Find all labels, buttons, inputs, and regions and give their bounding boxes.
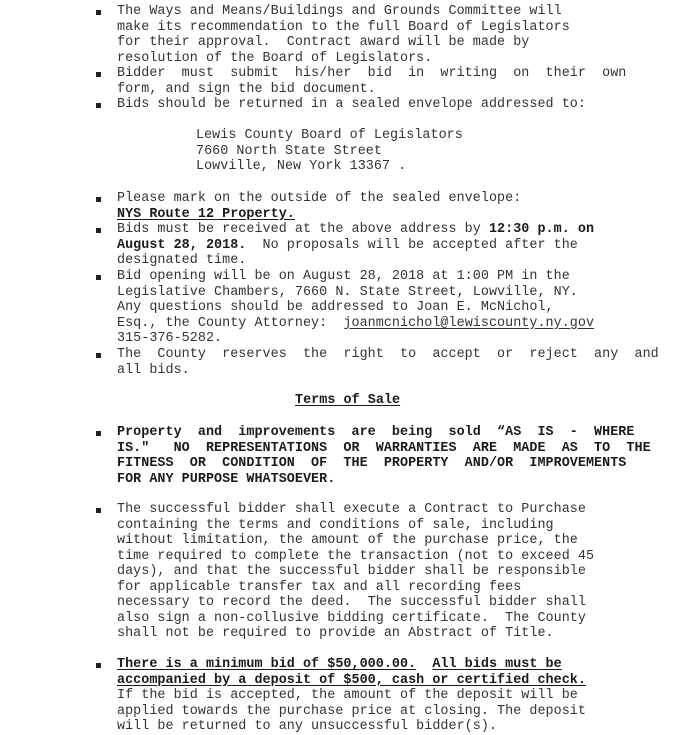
text-line: will be returned to any unsuccessful bidder(s).: [117, 719, 498, 734]
bullet-icon: [96, 508, 101, 513]
text-line: containing the terms and conditions of sale, including: [117, 517, 554, 533]
text-line: The Ways and Means/Buildings and Grounds Committee will: [117, 4, 562, 19]
deadline-text: No proposals will be accepted after the: [246, 237, 578, 253]
bullet-icon: [96, 275, 101, 280]
deadline-text: Bids must be received at the above address by: [117, 222, 489, 237]
text-line: [117, 238, 578, 254]
text-line: make its recommendation to the full Board of Legislators: [117, 19, 570, 35]
text-line: necessary to record the deed. The successful bidder shall: [117, 595, 586, 610]
text-line: If the bid is accepted, the amount of the deposit will be: [117, 688, 578, 703]
text-line: Bidder must submit his/her bid in writing on their own: [117, 66, 627, 81]
text-line: [117, 657, 562, 673]
text-line: Legislative Chambers, 7660 N. State Street, Lowville, NY.: [117, 284, 578, 300]
phone-number: 315-376-5282.: [117, 331, 223, 346]
text-line: designated time.: [117, 253, 247, 268]
envelope-label: NYS Route 12 Property.: [117, 206, 295, 222]
text-line: all bids.: [117, 362, 190, 378]
text-line: also sign a non-collusive bidding certificate. The County: [117, 610, 586, 626]
attorney-text: Esq., the County Attorney:: [117, 315, 344, 331]
bullet-icon: [96, 353, 101, 358]
text-line: shall not be required to provide an Abstract of Title.: [117, 626, 554, 641]
deposit-requirement: accompanied by a deposit of $500, cash or certified check.: [117, 672, 586, 688]
text-line: Property and improvements are being sold “AS IS - WHERE: [117, 425, 635, 440]
text-line: for applicable transfer tax and all recording fees: [117, 579, 522, 595]
text-line: time required to complete the transaction (not to exceed 45: [117, 548, 595, 564]
bullet-icon: [96, 72, 101, 77]
bullet-icon: [96, 228, 101, 233]
email-link[interactable]: joanmcnichol@lewiscounty.ny.gov: [343, 315, 595, 331]
address-line: Lewis County Board of Legislators: [196, 128, 463, 143]
text-line: The successful bidder shall execute a Contract to Purchase: [117, 502, 586, 517]
text-line: for their approval. Contract award will be made by: [117, 35, 530, 50]
deposit-text: All bids must be: [432, 657, 562, 672]
text-line: form, and sign the bid document.: [117, 81, 376, 97]
text-line: Bids should be returned in a sealed envelope addressed to:: [117, 97, 586, 112]
text-line: IS." NO REPRESENTATIONS OR WARRANTIES ARE MADE AS TO THE: [117, 440, 651, 456]
address-line: 7660 North State Street: [196, 143, 382, 159]
address-line: Lowville, New York 13367 .: [196, 159, 407, 174]
bullet-icon: [96, 431, 101, 436]
text-line: without limitation, the amount of the purchase price, the: [117, 533, 578, 548]
text-line: [117, 316, 594, 332]
text-line: Bid opening will be on August 28, 2018 at 1:00 PM in the: [117, 269, 570, 284]
bullet-icon: [96, 10, 101, 15]
text-line: The County reserves the right to accept or reject any and: [117, 347, 659, 362]
text-line: Any questions should be addressed to Joan E. McNichol,: [117, 300, 554, 315]
text-line: [117, 222, 594, 238]
deadline-time: 12:30 p.m. on: [488, 222, 595, 237]
deadline-date: August 28, 2018.: [117, 237, 247, 253]
bullet-icon: [96, 197, 101, 202]
text-line: days), and that the successful bidder shall be responsible: [117, 564, 586, 579]
section-heading: Terms of Sale: [295, 393, 401, 408]
minimum-bid: There is a minimum bid of $50,000.00.: [117, 657, 417, 672]
text-line: FOR ANY PURPOSE WHATSOEVER.: [117, 471, 336, 487]
bullet-icon: [96, 663, 101, 668]
text-line: resolution of the Board of Legislators.: [117, 50, 433, 66]
text-line: Please mark on the outside of the sealed envelope:: [117, 191, 522, 206]
bullet-icon: [96, 103, 101, 108]
text-line: FITNESS OR CONDITION OF THE PROPERTY AND/OR IMPROVEMENTS: [117, 456, 627, 471]
text-line: applied towards the purchase price at closing. The deposit: [117, 703, 586, 719]
